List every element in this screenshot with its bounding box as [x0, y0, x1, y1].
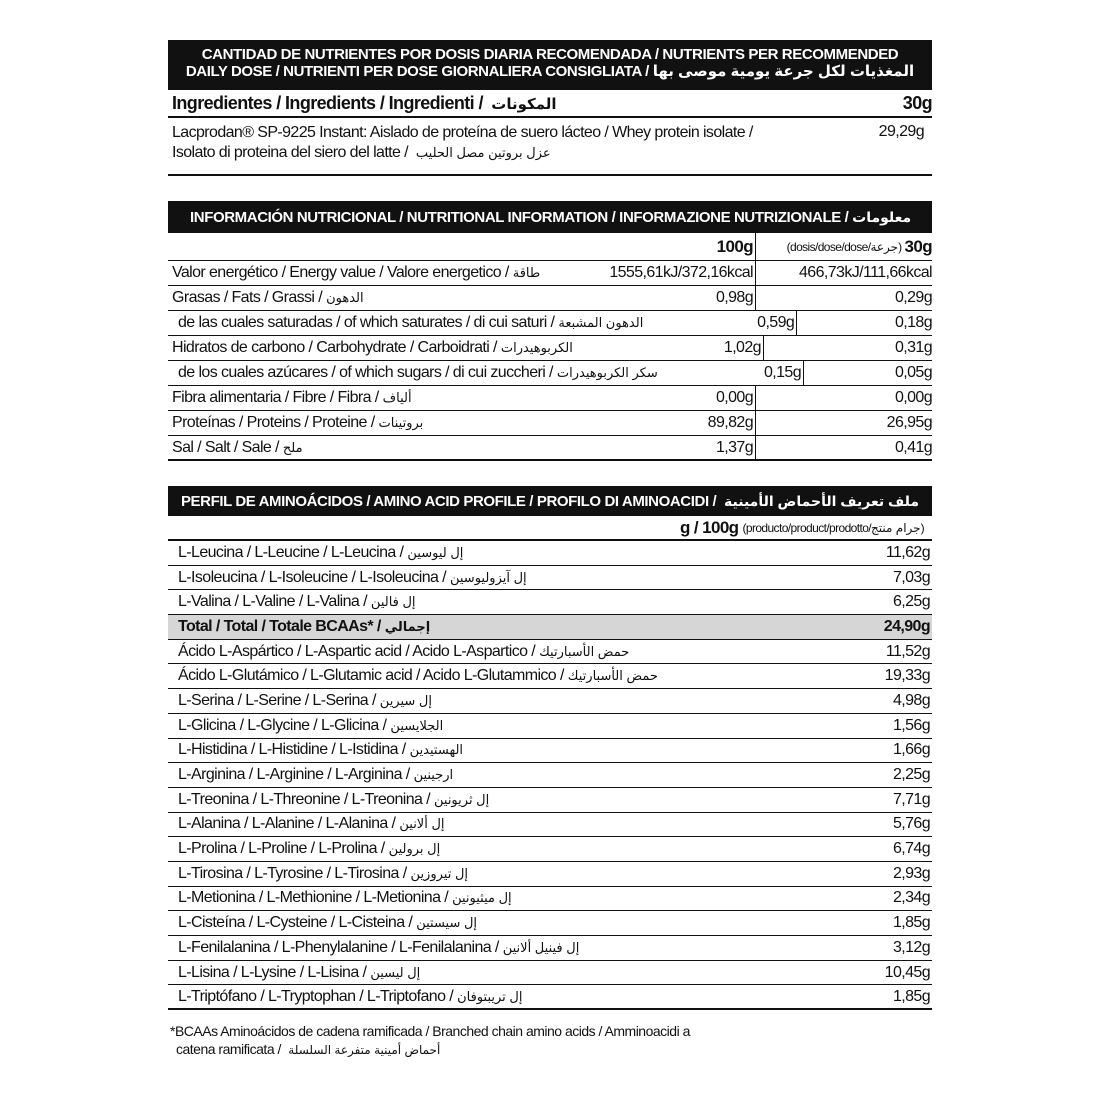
amino-header-text: PERFIL DE AMINOÁCIDOS / AMINO ACID PROFILE / PROFILO DI AMINOACIDI /	[180, 493, 717, 510]
amino-row	[168, 961, 932, 986]
nutrient-name: de las cuales saturadas / of which saturates / di cui saturi /	[178, 314, 555, 331]
amino-name-ar: إل آيزوليوسين	[449, 569, 527, 585]
amino-row	[168, 689, 932, 714]
amino-row	[168, 640, 932, 665]
col-dose-note: (dosis/dose/dose/جرعة)	[786, 239, 902, 254]
amino-name: L-Histidina / L-Histidine / L-Istidina /	[178, 741, 406, 759]
nutrient-label	[168, 314, 643, 332]
amino-row	[168, 837, 932, 862]
amino-value: 1,66g	[892, 741, 930, 759]
amino-row	[168, 739, 932, 764]
amino-row	[168, 714, 932, 739]
nutrient-value-100g: 89,82g	[556, 411, 756, 435]
amino-name: L-Isoleucina / L-Isoleucine / L-Isoleucina /	[178, 568, 446, 586]
nutrient-value-100g: 0,59g	[643, 311, 797, 335]
nutrient-name: Proteínas / Proteins / Proteine /	[172, 414, 375, 431]
amino-value: 2,93g	[892, 864, 930, 882]
nutrient-value-dose: 0,29g	[894, 289, 932, 306]
amino-name-ar: ارجينين	[413, 767, 454, 783]
amino-unit-label: g / 100g	[679, 517, 739, 537]
amino-name: Total / Total / Totale BCAAs* /	[178, 617, 381, 635]
amino-name: Ácido L-Aspártico / L-Aspartic acid / Acido L-Aspartico /	[178, 642, 536, 660]
ingredients-column-header	[168, 90, 932, 118]
amino-row	[168, 862, 932, 887]
header-line-1: CANTIDAD DE NUTRIENTES POR DOSIS DIARIA RECOMENDADA / NUTRIENTS PER RECOMMENDED	[201, 46, 899, 63]
amino-row	[168, 763, 932, 788]
nutrient-name-ar: طاقة	[512, 265, 541, 280]
amino-value: 11,52g	[885, 642, 930, 660]
amino-name-ar: إل ثريونين	[434, 791, 490, 807]
footnote-ar: أحماض أمينية متفرعة السلسلة	[288, 1043, 441, 1057]
amino-row	[168, 590, 932, 615]
nutrition-row	[168, 386, 932, 411]
nutrient-label	[168, 364, 658, 382]
amino-name: L-Treonina / L-Threonine / L-Treonina /	[178, 790, 430, 808]
nutrient-name: Valor energético / Energy value / Valore energetico /	[172, 264, 509, 281]
nutrient-value-dose: 0,41g	[894, 438, 932, 456]
ingredients-label: Ingredientes / Ingredients / Ingredienti /	[172, 92, 483, 113]
nutrient-value-100g: 1,37g	[556, 436, 756, 459]
ingredient-name-line-2: Isolato di proteina del siero del latte /	[172, 144, 409, 161]
nutrition-column-header	[168, 233, 932, 261]
nutrient-name-ar: ألياف	[382, 390, 412, 405]
nutrient-value-100g: 1555,61kJ/372,16kcal	[556, 261, 756, 285]
amino-name-ar: إل ميثيونين	[452, 890, 512, 906]
nutrient-value-100g: 1,02g	[573, 336, 764, 360]
amino-name: L-Arginina / L-Arginine / L-Arginina /	[178, 766, 410, 784]
amino-value: 6,25g	[892, 593, 930, 611]
nutrient-label	[168, 439, 556, 457]
amino-name: L-Cisteína / L-Cysteine / L-Cisteina /	[178, 914, 413, 932]
nutrient-label	[168, 289, 556, 307]
amino-name-ar: إل ليسين	[370, 964, 421, 980]
nutrition-row	[168, 311, 932, 336]
col-100g: 100g	[556, 233, 756, 260]
amino-value: 1,85g	[892, 914, 930, 932]
dose-label: 30g	[902, 92, 932, 113]
amino-value: 3,12g	[892, 938, 930, 956]
nutrition-header-ar: معلومات غذائية	[194, 209, 912, 258]
amino-name: L-Alanina / L-Alanine / L-Alanina /	[178, 815, 396, 833]
amino-row	[168, 911, 932, 936]
amino-value: 2,34g	[892, 889, 930, 907]
amino-name: L-Lisina / L-Lysine / L-Lisina /	[178, 963, 367, 981]
nutrition-row	[168, 261, 932, 286]
amino-header-ar: ملف تعريف الأحماض الأمينية	[724, 493, 920, 509]
amino-name: L-Serina / L-Serine / L-Serina /	[178, 691, 376, 709]
nutrient-label	[168, 339, 573, 357]
nutrient-name: Sal / Salt / Sale /	[172, 438, 279, 456]
amino-unit-note: (producto/product/prodotto/جرام منتج)	[742, 520, 924, 535]
amino-value: 11,62g	[885, 543, 930, 561]
nutrient-name: Grasas / Fats / Grassi /	[172, 289, 323, 306]
amino-value: 1,85g	[892, 987, 930, 1005]
nutrition-row	[168, 436, 932, 461]
amino-name-ar: إل تيروزين	[410, 865, 468, 881]
amino-value: 1,56g	[892, 716, 930, 734]
ingredient-name-ar: عزل بروتين مصل الحليب	[415, 145, 551, 160]
amino-row	[168, 541, 932, 566]
amino-name: L-Triptófano / L-Tryptophan / L-Triptofano /	[178, 987, 454, 1005]
amino-value: 4,98g	[892, 691, 930, 709]
nutrient-name-ar: ملح	[282, 439, 303, 455]
nutrient-value-dose: 0,18g	[894, 314, 932, 331]
amino-name-ar: إل ليوسين	[407, 544, 464, 560]
nutrient-label	[168, 389, 556, 407]
amino-value: 6,74g	[892, 840, 930, 858]
nutrient-label	[168, 414, 556, 432]
nutrient-name: Hidratos de carbono / Carbohydrate / Carboidrati /	[172, 339, 497, 356]
amino-header	[168, 486, 932, 516]
amino-row	[168, 788, 932, 813]
amino-row	[168, 664, 932, 689]
amino-name: L-Fenilalanina / L-Phenylalanine / L-Fenilalanina /	[178, 938, 499, 956]
amino-value: 10,45g	[884, 963, 930, 981]
nutrient-name-ar: الدهون المشبعة	[558, 315, 644, 330]
nutrition-row	[168, 361, 932, 386]
amino-total-row	[168, 615, 932, 640]
nutrient-name-ar: بروتينات	[378, 415, 424, 430]
amino-value: 7,71g	[892, 790, 930, 808]
amino-row	[168, 985, 932, 1010]
nutrient-name-ar: سكر الكربوهيدرات	[556, 365, 658, 380]
ingredient-name-line-1: Lacprodan® SP-9225 Instant: Aislado de proteína de suero lácteo / Whey protein isolate /	[172, 124, 753, 141]
header-line-2: DAILY DOSE / NUTRIENTI PER DOSE GIORNALIERA CONSIGLIATA / المغذيات لكل جرعة يومية موصى بها	[185, 63, 915, 80]
amino-name-ar: إل ألانين	[399, 816, 445, 832]
nutrient-value-dose: 0,05g	[894, 364, 932, 381]
amino-panel	[168, 486, 932, 1010]
ingredient-value: 29,29g	[878, 123, 924, 140]
amino-row	[168, 813, 932, 838]
nutrient-value-100g: 0,15g	[658, 361, 804, 385]
nutrient-name: de los cuales azúcares / of which sugars / di cui zuccheri /	[178, 364, 553, 381]
amino-value: 2,25g	[892, 766, 930, 784]
nutrient-label	[168, 264, 556, 282]
amino-value: 7,03g	[892, 568, 930, 586]
nutrition-row	[168, 286, 932, 311]
amino-name-ar: إل سيرين	[379, 692, 432, 708]
nutrient-value-100g: 0,00g	[556, 386, 756, 410]
amino-name: L-Metionina / L-Methionine / L-Metionina /	[178, 889, 449, 907]
nutrient-value-dose: 26,95g	[886, 414, 932, 431]
amino-unit-header	[168, 516, 932, 541]
nutrient-name: Fibra alimentaria / Fibre / Fibra /	[172, 389, 379, 406]
nutrition-row	[168, 411, 932, 436]
nutrition-row	[168, 336, 932, 361]
ingredients-panel	[168, 40, 932, 176]
ingredients-label-ar: المكونات	[491, 95, 557, 113]
amino-name-ar: الهستيدين	[409, 742, 464, 758]
amino-name-ar: إل فالين	[370, 594, 416, 610]
amino-name-ar: إل سيستين	[416, 915, 478, 931]
amino-name-ar: إل برولين	[388, 841, 441, 857]
footnote-line-2: catena ramificata /	[176, 1041, 281, 1057]
nutrient-value-dose: 0,31g	[894, 339, 932, 356]
amino-row	[168, 887, 932, 912]
amino-name: L-Tirosina / L-Tyrosine / L-Tirosina /	[178, 864, 407, 882]
amino-name: Ácido L-Glutámico / L-Glutamic acid / Acido L-Glutammico /	[178, 667, 564, 685]
amino-name: L-Prolina / L-Proline / L-Prolina /	[178, 840, 385, 858]
amino-name-ar: حمض الأسبارتيك	[567, 668, 658, 684]
amino-name: L-Valina / L-Valine / L-Valina /	[178, 593, 367, 611]
amino-row	[168, 936, 932, 961]
nutrition-header-text: INFORMACIÓN NUTRICIONAL / NUTRITIONAL INFORMATION / INFORMAZIONE NUTRIZIONALE /	[190, 209, 849, 226]
ingredient-row	[168, 118, 932, 176]
footnote-line-1: *BCAAs Aminoácidos de cadena ramificada / Branched chain amino acids / Amminoacidi a	[170, 1023, 690, 1039]
nutrient-name-ar: الدهون	[326, 290, 364, 305]
amino-name-ar: حمض الأسبارتيك	[539, 643, 630, 659]
amino-name-ar: إجمالي	[384, 618, 431, 634]
col-dose: 30g	[904, 236, 932, 256]
amino-row	[168, 566, 932, 591]
nutrition-panel	[168, 201, 932, 461]
nutrient-value-dose: 0,00g	[894, 389, 932, 406]
amino-name: L-Glicina / L-Glycine / L-Glicina /	[178, 716, 387, 734]
nutrient-value-dose: 466,73kJ/111,66kcal	[799, 264, 932, 281]
amino-name-ar: إل تريبتوفان	[457, 988, 523, 1004]
footnote	[170, 1022, 730, 1059]
amino-value: 5,76g	[892, 815, 930, 833]
nutrient-value-100g: 0,98g	[556, 286, 756, 310]
amino-value: 19,33g	[884, 667, 930, 685]
amino-name-ar: إل فينيل ألانين	[502, 939, 580, 955]
amino-name: L-Leucina / L-Leucine / L-Leucina /	[178, 543, 404, 561]
ingredients-header	[168, 40, 932, 90]
amino-name-ar: الجلايسين	[390, 717, 444, 733]
nutrient-name-ar: الكربوهيدرات	[500, 340, 573, 355]
amino-value: 24,90g	[883, 617, 930, 635]
